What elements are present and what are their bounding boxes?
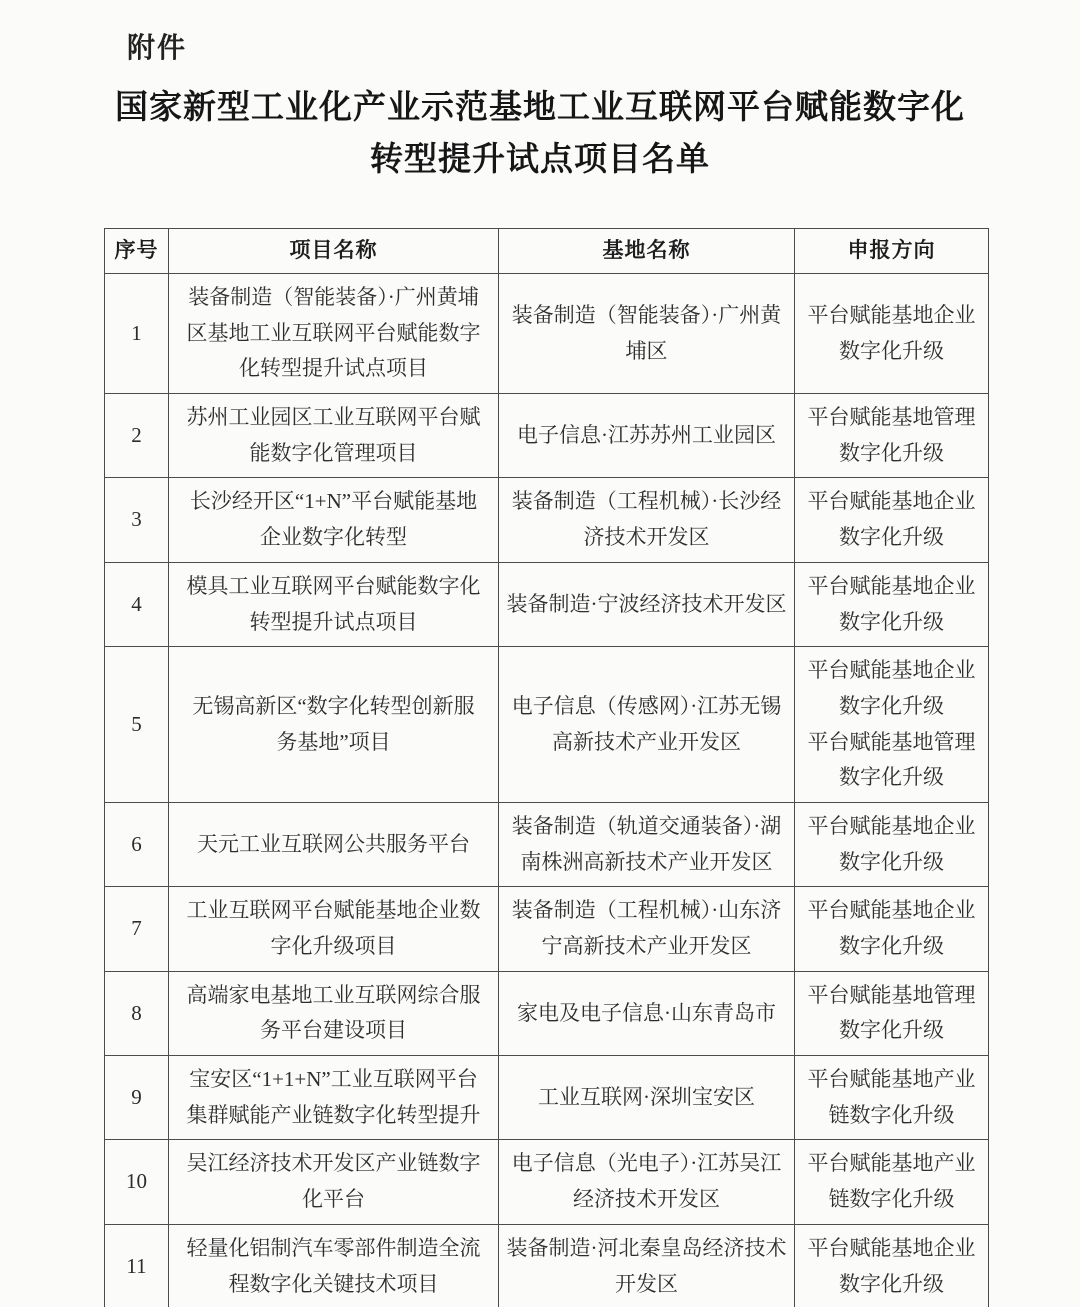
table-row xyxy=(105,1224,989,1307)
direction-cell xyxy=(795,1056,989,1140)
base-name-cell: 装备制造（智能装备）·广州黄埔区 xyxy=(499,274,795,394)
direction-item: 平台赋能基地管理数字化升级 xyxy=(807,729,976,790)
title-line-1: 国家新型工业化产业示范基地工业互联网平台赋能数字化 xyxy=(115,90,965,126)
direction-cell xyxy=(795,647,989,803)
projects-table xyxy=(104,228,989,1307)
project-name-cell: 高端家电基地工业互联网综合服务平台建设项目 xyxy=(169,971,499,1055)
direction-cell xyxy=(795,1140,989,1224)
direction-item: 平台赋能基地企业数字化升级 xyxy=(807,898,976,958)
title-line-2: 转型提升试点项目名单 xyxy=(370,142,710,178)
table-row xyxy=(105,887,989,971)
direction-item: 平台赋能基地产业链数字化升级 xyxy=(807,1151,976,1212)
base-name-cell: 装备制造（工程机械）·长沙经济技术开发区 xyxy=(499,478,795,562)
table-row xyxy=(105,562,989,646)
project-name-cell: 吴江经济技术开发区产业链数字化平台 xyxy=(169,1140,499,1224)
project-name-cell: 长沙经开区“1+N”平台赋能基地企业数字化转型 xyxy=(169,478,499,562)
project-name-cell: 无锡高新区“数字化转型创新服务基地”项目 xyxy=(169,647,499,803)
row-number-cell: 9 xyxy=(105,1056,169,1140)
direction-cell xyxy=(795,394,989,478)
project-name-cell: 装备制造（智能装备）·广州黄埔区基地工业互联网平台赋能数字化转型提升试点项目 xyxy=(169,274,499,394)
direction-cell xyxy=(795,1224,989,1307)
table-row xyxy=(105,1140,989,1224)
direction-item: 平台赋能基地管理数字化升级 xyxy=(807,982,976,1043)
document-title xyxy=(0,82,1080,186)
table-row xyxy=(105,647,989,803)
direction-item: 平台赋能基地企业数字化升级 xyxy=(807,302,976,363)
project-name-cell: 天元工业互联网公共服务平台 xyxy=(169,802,499,886)
direction-cell xyxy=(795,478,989,562)
table-row xyxy=(105,971,989,1055)
row-number-cell: 5 xyxy=(105,647,169,803)
column-header-no: 序号 xyxy=(105,229,169,274)
base-name-cell: 装备制造·河北秦皇岛经济技术开发区 xyxy=(499,1224,795,1307)
table-row xyxy=(105,394,989,478)
row-number-cell: 6 xyxy=(105,802,169,886)
direction-item: 平台赋能基地企业数字化升级 xyxy=(807,813,976,874)
direction-item: 平台赋能基地企业数字化升级 xyxy=(807,1235,976,1296)
table-row xyxy=(105,1056,989,1140)
row-number-cell: 10 xyxy=(105,1140,169,1224)
base-name-cell: 电子信息（传感网）·江苏无锡高新技术产业开发区 xyxy=(499,647,795,803)
base-name-cell: 装备制造（轨道交通装备）·湖南株洲高新技术产业开发区 xyxy=(499,802,795,886)
direction-cell xyxy=(795,274,989,394)
direction-cell xyxy=(795,971,989,1055)
table-row xyxy=(105,802,989,886)
column-header-base: 基地名称 xyxy=(499,229,795,274)
project-name-cell: 宝安区“1+1+N”工业互联网平台集群赋能产业链数字化转型提升 xyxy=(169,1056,499,1140)
project-name-cell: 轻量化铝制汽车零部件制造全流程数字化关键技术项目 xyxy=(169,1224,499,1307)
direction-cell xyxy=(795,562,989,646)
table-row xyxy=(105,274,989,394)
base-name-cell: 装备制造·宁波经济技术开发区 xyxy=(499,562,795,646)
direction-item: 平台赋能基地企业数字化升级 xyxy=(807,489,976,550)
column-header-project: 项目名称 xyxy=(169,229,499,274)
table-row xyxy=(105,478,989,562)
column-header-direction: 申报方向 xyxy=(795,229,989,274)
row-number-cell: 1 xyxy=(105,274,169,394)
row-number-cell: 11 xyxy=(105,1224,169,1307)
row-number-cell: 4 xyxy=(105,562,169,646)
project-name-cell: 工业互联网平台赋能基地企业数字化升级项目 xyxy=(169,887,499,971)
project-name-cell: 模具工业互联网平台赋能数字化转型提升试点项目 xyxy=(169,562,499,646)
row-number-cell: 7 xyxy=(105,887,169,971)
row-number-cell: 8 xyxy=(105,971,169,1055)
base-name-cell: 家电及电子信息·山东青岛市 xyxy=(499,971,795,1055)
project-name-cell: 苏州工业园区工业互联网平台赋能数字化管理项目 xyxy=(169,394,499,478)
direction-item: 平台赋能基地管理数字化升级 xyxy=(807,405,976,465)
attachment-label: 附件 xyxy=(127,33,188,64)
direction-item: 平台赋能基地企业数字化升级 xyxy=(807,573,976,634)
direction-cell xyxy=(795,887,989,971)
table-header-row xyxy=(105,229,989,274)
direction-item: 平台赋能基地产业链数字化升级 xyxy=(807,1067,976,1127)
direction-cell xyxy=(795,802,989,886)
row-number-cell: 3 xyxy=(105,478,169,562)
base-name-cell: 电子信息·江苏苏州工业园区 xyxy=(499,394,795,478)
row-number-cell: 2 xyxy=(105,394,169,478)
base-name-cell: 电子信息（光电子）·江苏吴江经济技术开发区 xyxy=(499,1140,795,1224)
direction-item: 平台赋能基地企业数字化升级 xyxy=(807,658,976,718)
base-name-cell: 装备制造（工程机械）·山东济宁高新技术产业开发区 xyxy=(499,887,795,971)
base-name-cell: 工业互联网·深圳宝安区 xyxy=(499,1056,795,1140)
